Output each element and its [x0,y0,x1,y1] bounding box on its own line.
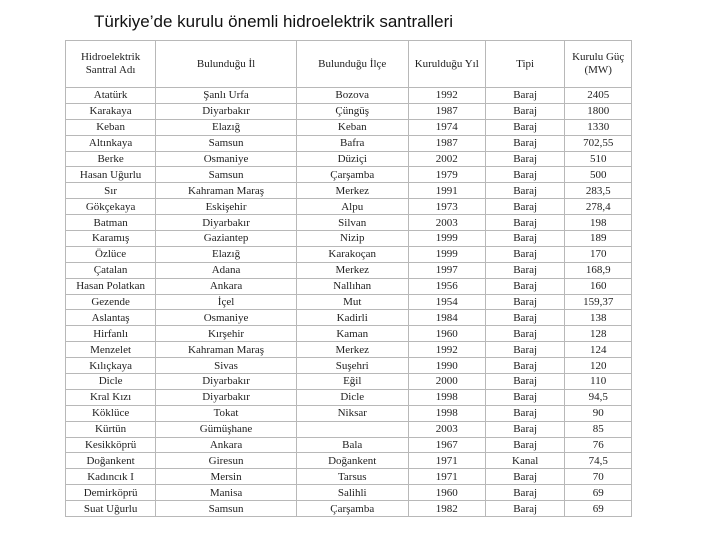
cell-plant-name: Aslantaş [66,310,156,326]
table-row [66,135,632,151]
cell-district: Çarşamba [296,501,408,517]
cell-district: Merkez [296,262,408,278]
cell-plant-name: Gökçekaya [66,199,156,215]
cell-year: 2002 [408,151,485,167]
cell-year: 1999 [408,246,485,262]
cell-province: Diyarbakır [156,389,297,405]
cell-plant-name: Özlüce [66,246,156,262]
table-row [66,421,632,437]
cell-year: 1971 [408,469,485,485]
cell-province: Samsun [156,135,297,151]
cell-type: Baraj [485,501,564,517]
cell-type: Baraj [485,262,564,278]
cell-capacity: 702,55 [565,135,632,151]
hydro-plants-table [65,40,632,517]
cell-district: Merkez [296,342,408,358]
cell-province: Gümüşhane [156,421,297,437]
table-body [66,88,632,517]
cell-district: Salihli [296,485,408,501]
table-row [66,278,632,294]
cell-capacity: 500 [565,167,632,183]
cell-plant-name: Hirfanlı [66,326,156,342]
cell-type: Baraj [485,485,564,501]
cell-type: Baraj [485,405,564,421]
table-row [66,405,632,421]
table-row [66,342,632,358]
cell-district: Merkez [296,183,408,199]
cell-type: Baraj [485,119,564,135]
cell-type: Baraj [485,342,564,358]
cell-type: Baraj [485,183,564,199]
cell-district: Eğil [296,374,408,390]
cell-capacity: 159,37 [565,294,632,310]
cell-province: Eskişehir [156,199,297,215]
cell-province: İçel [156,294,297,310]
cell-type: Baraj [485,326,564,342]
cell-plant-name: Doğankent [66,453,156,469]
table-row [66,119,632,135]
cell-capacity: 74,5 [565,453,632,469]
cell-plant-name: Demirköprü [66,485,156,501]
cell-province: Mersin [156,469,297,485]
cell-capacity: 69 [565,501,632,517]
cell-plant-name: Dicle [66,374,156,390]
cell-capacity: 189 [565,231,632,247]
cell-capacity: 2405 [565,88,632,104]
cell-capacity: 278,4 [565,199,632,215]
header-district: Bulunduğu İlçe [296,41,408,88]
header-province: Bulunduğu İl [156,41,297,88]
table-row [66,262,632,278]
cell-province: Kahraman Maraş [156,342,297,358]
cell-type: Baraj [485,167,564,183]
cell-year: 1987 [408,103,485,119]
cell-plant-name: Atatürk [66,88,156,104]
cell-capacity: 124 [565,342,632,358]
cell-capacity: 198 [565,215,632,231]
cell-province: Ankara [156,437,297,453]
cell-plant-name: Gezende [66,294,156,310]
cell-province: Kırşehir [156,326,297,342]
cell-capacity: 90 [565,405,632,421]
cell-capacity: 69 [565,485,632,501]
header-plant-name: Hidroelektrik Santral Adı [66,41,156,88]
cell-capacity: 283,5 [565,183,632,199]
table-row [66,103,632,119]
cell-type: Baraj [485,151,564,167]
cell-type: Baraj [485,389,564,405]
table-row [66,437,632,453]
page-title: Türkiye’de kurulu önemli hidroelektrik santralleri [94,12,454,31]
cell-province: Samsun [156,501,297,517]
cell-year: 1998 [408,389,485,405]
table-row [66,215,632,231]
cell-district: Suşehri [296,358,408,374]
cell-type: Baraj [485,199,564,215]
cell-district: Bafra [296,135,408,151]
table-row [66,453,632,469]
cell-district: Çüngüş [296,103,408,119]
cell-province: Diyarbakır [156,374,297,390]
cell-year: 1984 [408,310,485,326]
cell-plant-name: Kadıncık I [66,469,156,485]
table-row [66,389,632,405]
cell-year: 1987 [408,135,485,151]
table-row [66,246,632,262]
cell-plant-name: Batman [66,215,156,231]
cell-district: Bala [296,437,408,453]
cell-province: Samsun [156,167,297,183]
cell-year: 1973 [408,199,485,215]
cell-province: Gaziantep [156,231,297,247]
cell-type: Baraj [485,135,564,151]
cell-capacity: 110 [565,374,632,390]
header-capacity: Kurulu Güç (MW) [565,41,632,88]
cell-year: 1982 [408,501,485,517]
cell-district: Kaman [296,326,408,342]
cell-plant-name: Karakaya [66,103,156,119]
table-row [66,374,632,390]
cell-capacity: 1330 [565,119,632,135]
cell-capacity: 94,5 [565,389,632,405]
cell-province: Osmaniye [156,151,297,167]
cell-plant-name: Köklüce [66,405,156,421]
cell-capacity: 76 [565,437,632,453]
cell-year: 1998 [408,405,485,421]
cell-district: Niksar [296,405,408,421]
cell-year: 1971 [408,453,485,469]
cell-year: 1992 [408,342,485,358]
cell-province: Osmaniye [156,310,297,326]
cell-year: 1956 [408,278,485,294]
cell-district: Bozova [296,88,408,104]
cell-district: Nallıhan [296,278,408,294]
cell-year: 1992 [408,88,485,104]
cell-capacity: 160 [565,278,632,294]
cell-year: 1974 [408,119,485,135]
cell-year: 2003 [408,215,485,231]
cell-year: 1997 [408,262,485,278]
cell-district: Karakoçan [296,246,408,262]
cell-province: Tokat [156,405,297,421]
cell-type: Baraj [485,469,564,485]
cell-year: 1960 [408,326,485,342]
cell-capacity: 1800 [565,103,632,119]
cell-province: Diyarbakır [156,215,297,231]
cell-province: Kahraman Maraş [156,183,297,199]
cell-plant-name: Çatalan [66,262,156,278]
cell-year: 1960 [408,485,485,501]
cell-year: 1990 [408,358,485,374]
cell-district: Tarsus [296,469,408,485]
cell-type: Baraj [485,421,564,437]
cell-capacity: 138 [565,310,632,326]
table-row [66,151,632,167]
cell-province: Elazığ [156,119,297,135]
cell-plant-name: Keban [66,119,156,135]
cell-province: Diyarbakır [156,103,297,119]
cell-plant-name: Hasan Uğurlu [66,167,156,183]
cell-capacity: 85 [565,421,632,437]
table-header-row [66,41,632,88]
cell-plant-name: Suat Uğurlu [66,501,156,517]
cell-year: 1967 [408,437,485,453]
table-row [66,88,632,104]
cell-plant-name: Kürtün [66,421,156,437]
cell-province: Giresun [156,453,297,469]
cell-type: Baraj [485,103,564,119]
cell-capacity: 70 [565,469,632,485]
cell-district: Nizip [296,231,408,247]
cell-province: Elazığ [156,246,297,262]
cell-type: Baraj [485,278,564,294]
cell-year: 1979 [408,167,485,183]
header-type: Tipi [485,41,564,88]
cell-type: Baraj [485,374,564,390]
cell-capacity: 510 [565,151,632,167]
cell-province: Adana [156,262,297,278]
cell-type: Baraj [485,246,564,262]
cell-district: Çarşamba [296,167,408,183]
table-row [66,310,632,326]
table-row [66,358,632,374]
cell-year: 1991 [408,183,485,199]
hydro-plants-table-container [65,40,632,517]
cell-type: Baraj [485,231,564,247]
cell-district [296,421,408,437]
cell-type: Baraj [485,294,564,310]
table-row [66,326,632,342]
cell-year: 2000 [408,374,485,390]
cell-year: 1954 [408,294,485,310]
cell-type: Baraj [485,88,564,104]
cell-plant-name: Kılıçkaya [66,358,156,374]
cell-type: Baraj [485,358,564,374]
cell-year: 1999 [408,231,485,247]
cell-type: Baraj [485,310,564,326]
cell-plant-name: Hasan Polatkan [66,278,156,294]
table-row [66,294,632,310]
cell-plant-name: Karamış [66,231,156,247]
cell-district: Alpu [296,199,408,215]
table-row [66,231,632,247]
header-year: Kurulduğu Yıl [408,41,485,88]
cell-capacity: 168,9 [565,262,632,278]
table-row [66,167,632,183]
cell-district: Kadirli [296,310,408,326]
cell-plant-name: Berke [66,151,156,167]
cell-district: Silvan [296,215,408,231]
table-row [66,501,632,517]
cell-year: 2003 [408,421,485,437]
cell-plant-name: Altınkaya [66,135,156,151]
cell-province: Manisa [156,485,297,501]
table-row [66,183,632,199]
cell-plant-name: Kesikköprü [66,437,156,453]
cell-district: Doğankent [296,453,408,469]
cell-capacity: 120 [565,358,632,374]
cell-province: Sivas [156,358,297,374]
cell-province: Ankara [156,278,297,294]
cell-type: Baraj [485,215,564,231]
cell-plant-name: Sır [66,183,156,199]
cell-type: Kanal [485,453,564,469]
cell-capacity: 170 [565,246,632,262]
table-row [66,199,632,215]
cell-district: Keban [296,119,408,135]
cell-plant-name: Kral Kızı [66,389,156,405]
cell-type: Baraj [485,437,564,453]
cell-district: Dicle [296,389,408,405]
cell-plant-name: Menzelet [66,342,156,358]
cell-district: Düziçi [296,151,408,167]
cell-district: Mut [296,294,408,310]
cell-capacity: 128 [565,326,632,342]
table-row [66,485,632,501]
cell-province: Şanlı Urfa [156,88,297,104]
table-row [66,469,632,485]
